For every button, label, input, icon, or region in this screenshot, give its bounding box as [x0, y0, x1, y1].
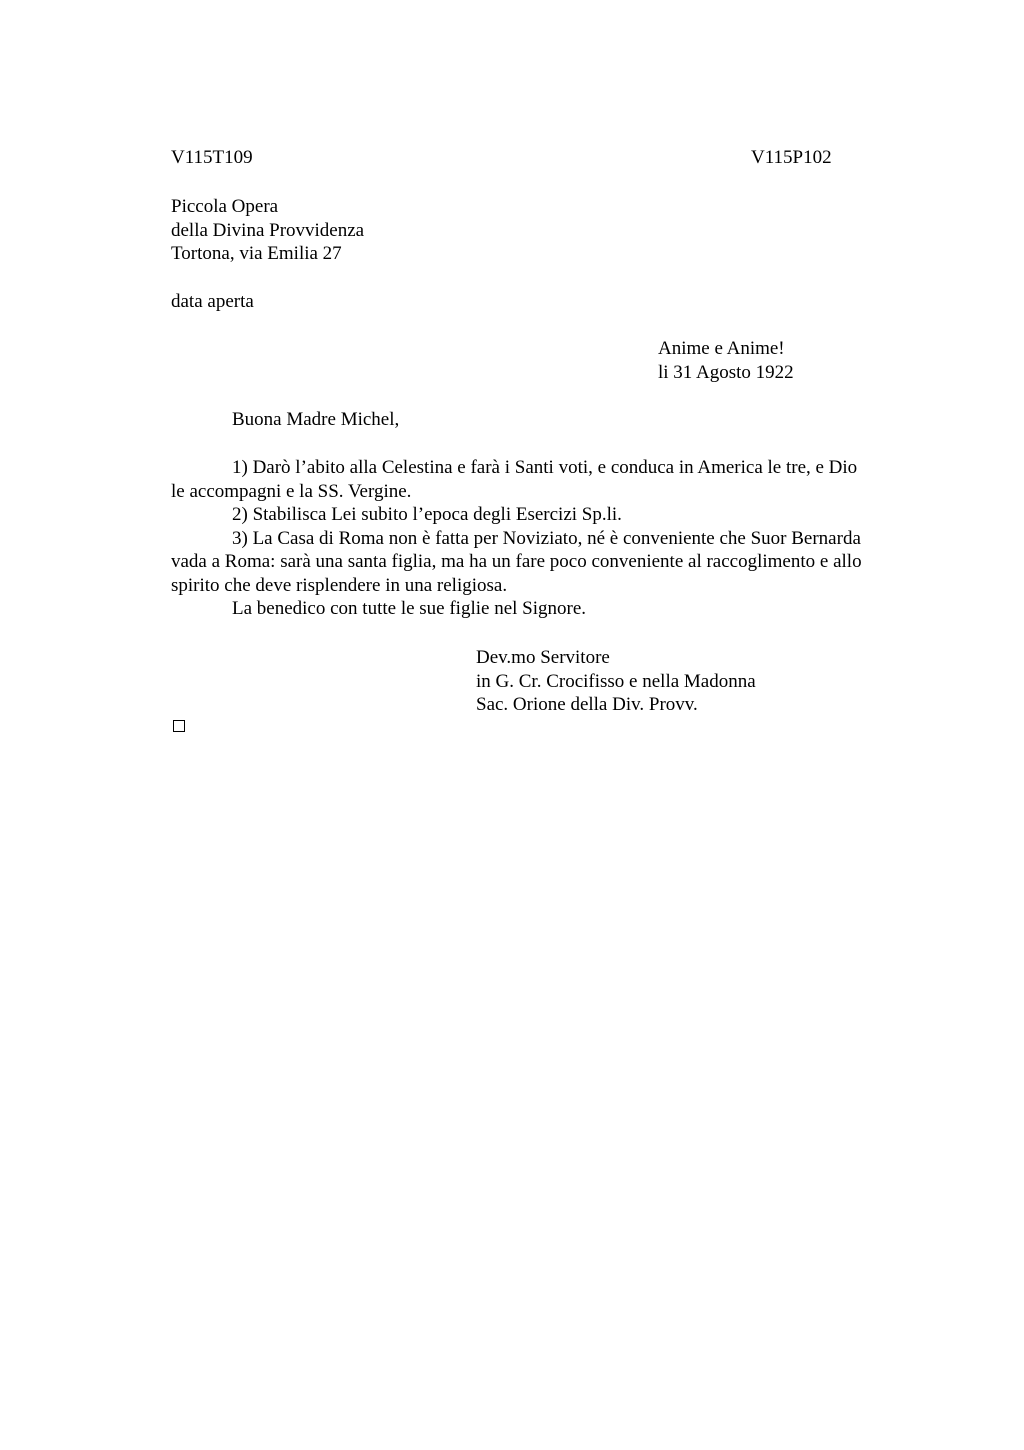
end-mark-square-icon — [173, 720, 185, 732]
dateline — [658, 337, 794, 384]
date-note: data aperta — [171, 291, 254, 312]
paragraph-4-line-1: La benedico con tutte le sue figlie nel Signore. — [232, 598, 587, 619]
sender-line-3: Tortona, via Emilia 27 — [171, 243, 342, 264]
sender-line-2: della Divina Provvidenza — [171, 219, 365, 241]
sender-address — [171, 195, 364, 266]
closing-line-2: in G. Cr. Crocifisso e nella Madonna — [476, 670, 756, 692]
paragraph-3-line-1: 3) La Casa di Roma non è fatta per Noviziato, né è conveniente che Suor Bernarda — [232, 527, 861, 549]
paragraph-3-line-2: vada a Roma: sarà una santa figlia, ma ha un fare poco conveniente al raccoglimento e allo — [171, 551, 862, 572]
paragraph-3-line-3: spirito che deve risplendere in una religiosa. — [171, 574, 508, 596]
paragraph-1-line-1: 1) Darò l’abito alla Celestina e farà i Santi voti, e conduca in America le tre, e Dio — [232, 457, 858, 478]
motto: Anime e Anime! — [658, 338, 785, 359]
document-code-left: V115T109 — [171, 147, 253, 168]
closing-signature — [476, 646, 756, 717]
salutation: Buona Madre Michel, — [232, 409, 400, 430]
letter-body — [171, 456, 931, 621]
closing-line-3: Sac. Orione della Div. Provv. — [476, 694, 698, 715]
letter-date: li 31 Agosto 1922 — [658, 361, 794, 383]
document-code-right: V115P102 — [751, 147, 832, 168]
sender-line-1: Piccola Opera — [171, 196, 279, 217]
closing-line-1: Dev.mo Servitore — [476, 647, 610, 668]
paragraph-1-line-2: le accompagni e la SS. Vergine. — [171, 480, 412, 502]
paragraph-2-line-1: 2) Stabilisca Lei subito l’epoca degli Esercizi Sp.li. — [232, 504, 622, 525]
